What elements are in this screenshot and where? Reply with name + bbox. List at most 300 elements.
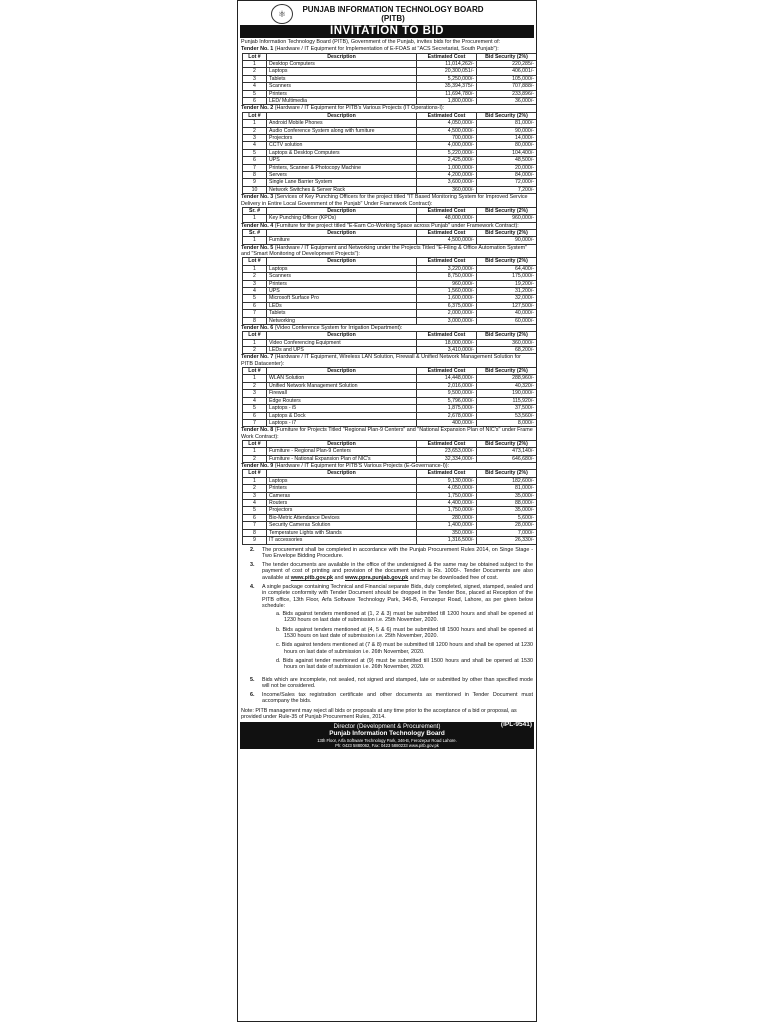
cell-bid: 8,000/- (477, 419, 537, 426)
cell-lot: 1 (243, 120, 267, 127)
cell-bid: 48,500/- (477, 157, 537, 164)
footer (240, 722, 534, 749)
tender-table (242, 229, 537, 245)
cell-cost: 32,334,000/- (417, 455, 477, 462)
page-title: INVITATION TO BID (240, 25, 534, 38)
cell-description: Audio Conference System along with furniture (267, 127, 417, 134)
cell-lot: 2 (243, 347, 267, 354)
cell-bid: 88,000/- (477, 500, 537, 507)
cell-lot: 4 (243, 287, 267, 294)
submission-schedule (276, 611, 533, 670)
cell-description: Security Cameras Solution (267, 522, 417, 529)
ppra-website-link[interactable]: www.ppra.punjab.gov.pk (345, 574, 409, 581)
tender-heading (241, 223, 533, 229)
tender-table (242, 367, 537, 427)
cell-lot: 5 (243, 405, 267, 412)
col-cost-header: Estimated Cost (417, 112, 477, 119)
footer-address: 13th Floor, Arfa Software Technology Park, 346-B, Ferozepur Road Lahore. (317, 737, 457, 743)
note-text: Note: PITB management may reject all bids or proposals at any time prior to the acceptance of a bid or proposal, as provided under Rule-35 of Punjab Procurement Rules, 2014. (241, 707, 517, 721)
cell-lot: 1 (243, 265, 267, 272)
cell-cost: 23,653,000/- (417, 448, 477, 455)
cell-bid: 72,000/- (477, 179, 537, 186)
col-lot-header: Sr. # (243, 207, 267, 214)
cell-cost: 1,560,000/- (417, 287, 477, 294)
col-cost-header: Estimated Cost (417, 258, 477, 265)
cell-lot: 6 (243, 302, 267, 309)
tender-table (242, 257, 537, 325)
col-lot-header: Lot # (243, 258, 267, 265)
table-row (243, 149, 537, 156)
table-row (243, 237, 537, 244)
cell-bid: 81,000/- (477, 120, 537, 127)
cell-cost: 11,694,780/- (417, 90, 477, 97)
table-row (243, 375, 537, 382)
table-row (243, 302, 537, 309)
cell-bid: 28,000/- (477, 522, 537, 529)
cell-bid: 60,000/- (477, 317, 537, 324)
cell-bid: 360,000/- (477, 339, 537, 346)
cell-cost: 1,875,000/- (417, 405, 477, 412)
col-cost-header: Estimated Cost (417, 53, 477, 60)
cell-description: Scanners (267, 273, 417, 280)
table-header (243, 229, 537, 236)
cell-cost: 18,000,000/- (417, 339, 477, 346)
cell-cost: 400,000/- (417, 419, 477, 426)
cell-description: Cameras (267, 492, 417, 499)
table-row (243, 120, 537, 127)
tender-table (242, 440, 537, 463)
tender-description: (Video Conference System for Irrigation Department): (273, 324, 403, 331)
cell-bid: 90,000/- (477, 127, 537, 134)
ipl-code: (IPL-9541) (500, 721, 532, 729)
col-description-header: Description (267, 112, 417, 119)
cell-bid: 20,000/- (477, 164, 537, 171)
cell-bid: 175,000/- (477, 273, 537, 280)
cell-description: Printers, Scanner & Photocopy Machine (267, 164, 417, 171)
cell-bid: 7,000/- (477, 529, 537, 536)
table-row (243, 448, 537, 455)
cell-lot: 2 (243, 485, 267, 492)
cell-description: Desktop Computers (267, 61, 417, 68)
cell-description: LEDs (267, 302, 417, 309)
cell-lot: 1 (243, 61, 267, 68)
schedule-c: c. Bids against tenders mentioned at (7 & 8) must be submitted till 1200 hours and shall be opened at 1230 hours on last date of submission i.e. 26th November, 2020. (276, 642, 533, 655)
cell-cost: 5,250,000/- (417, 75, 477, 82)
cell-cost: 1,000,000/- (417, 164, 477, 171)
cell-lot: 1 (243, 477, 267, 484)
cell-cost: 1,750,000/- (417, 507, 477, 514)
table-row (243, 179, 537, 186)
cell-cost: 280,000/- (417, 514, 477, 521)
footer-contact: Ph: 0423 5880062, Fax: 0423 5880233 www.pitb.gov.pk (335, 742, 439, 748)
col-description-header: Description (267, 470, 417, 477)
tender-heading (241, 427, 533, 440)
table-row (243, 90, 537, 97)
tender-heading (241, 194, 533, 207)
col-lot-header: Lot # (243, 470, 267, 477)
tender-section (238, 245, 536, 325)
col-cost-header: Estimated Cost (417, 229, 477, 236)
table-row (243, 419, 537, 426)
col-description-header: Description (267, 332, 417, 339)
cell-cost: 960,000/- (417, 280, 477, 287)
cell-description: Firewall (267, 390, 417, 397)
cell-description: Projectors (267, 507, 417, 514)
table-row (243, 142, 537, 149)
cell-bid: 32,000/- (477, 295, 537, 302)
table-row (243, 83, 537, 90)
col-bid-header: Bid Security (2%) (477, 207, 537, 214)
cell-description: Unified Network Management Solution (267, 382, 417, 389)
table-row (243, 134, 537, 141)
cell-description: Key Punching Officer (KPOs) (267, 215, 417, 222)
tender-number: Tender No. 1 (241, 46, 274, 53)
cell-lot: 3 (243, 280, 267, 287)
emblem-icon: ⚛ (271, 4, 293, 24)
tender-number: Tender No. 4 (241, 222, 274, 229)
table-row (243, 295, 537, 302)
tender-heading (241, 245, 533, 258)
tender-number: Tender No. 6 (241, 324, 274, 331)
table-row (243, 529, 537, 536)
cell-lot: 2 (243, 127, 267, 134)
table-header (243, 258, 537, 265)
cell-description: Tablets (267, 75, 417, 82)
cell-cost: 6,375,000/- (417, 302, 477, 309)
cell-lot: 8 (243, 317, 267, 324)
cell-lot: 1 (243, 237, 267, 244)
table-row (243, 75, 537, 82)
cell-cost: 3,220,000/- (417, 265, 477, 272)
table-row (243, 171, 537, 178)
cell-cost: 20,300,051/- (417, 68, 477, 75)
tender-description: (Furniture for Projects Titled "Regional Plan-9 Centers" and "National Expansion Plan of NIC's" under Frame Work Contract): (241, 427, 533, 440)
schedule-b: b. Bids against tenders mentioned at (4, 5 & 6) must be submitted till 1500 hours and shall be opened at 1530 hours on last date of submission i.e. 25th November, 2020. (276, 626, 533, 640)
table-row (243, 382, 537, 389)
cell-cost: 4,050,000/- (417, 485, 477, 492)
table-row (243, 477, 537, 484)
cell-bid: 105,000/- (477, 75, 537, 82)
table-row (243, 390, 537, 397)
col-description-header: Description (267, 53, 417, 60)
advertisement-page (237, 0, 537, 1022)
col-description-header: Description (267, 440, 417, 447)
tender-table (242, 331, 537, 354)
cell-bid: 646,680/- (477, 455, 537, 462)
cell-cost: 11,014,262/- (417, 61, 477, 68)
cell-bid: 288,960/- (477, 375, 537, 382)
cell-cost: 5,220,000/- (417, 149, 477, 156)
cell-bid: 31,200/- (477, 287, 537, 294)
cell-lot: 6 (243, 98, 267, 105)
table-row (243, 405, 537, 412)
col-cost-header: Estimated Cost (417, 368, 477, 375)
org-name-line2: (PITB) (381, 14, 405, 23)
table-row (243, 412, 537, 419)
cell-bid: 233,896/- (477, 90, 537, 97)
col-cost-header: Estimated Cost (417, 470, 477, 477)
intro-text: Punjab Information Technology Board (PITB), Government of the Punjab, invites bids for the Procurement of: (241, 39, 501, 45)
cell-bid: 220,285/- (477, 61, 537, 68)
cell-description: Android Mobile Phones (267, 120, 417, 127)
tender-section (238, 194, 536, 222)
cell-lot: 3 (243, 492, 267, 499)
cell-bid: 707,888/- (477, 83, 537, 90)
table-row (243, 273, 537, 280)
cell-cost: 9,500,000/- (417, 390, 477, 397)
cell-description: LED/ Multimedia (267, 98, 417, 105)
cell-cost: 1,750,000/- (417, 492, 477, 499)
cell-bid: 64,400/- (477, 265, 537, 272)
col-lot-header: Lot # (243, 112, 267, 119)
cell-cost: 1,400,000/- (417, 522, 477, 529)
col-bid-header: Bid Security (2%) (477, 229, 537, 236)
cell-description: Video Conferencing Equipment (267, 339, 417, 346)
cell-description: Furniture - National Expansion Plan of NIC's (267, 455, 417, 462)
table-row (243, 485, 537, 492)
table-row (243, 339, 537, 346)
cell-cost: 1,600,000/- (417, 295, 477, 302)
cell-cost: 1,800,000/- (417, 98, 477, 105)
schedule-d: d. Bids against tender mentioned at (9) must be submitted till 1500 hours and shall be opened at 1530 hours on last date of submission i.e. 26th November, 2020. (276, 657, 533, 671)
table-row (243, 61, 537, 68)
cell-lot: 6 (243, 412, 267, 419)
col-cost-header: Estimated Cost (417, 332, 477, 339)
col-description-header: Description (267, 229, 417, 236)
cell-lot: 6 (243, 514, 267, 521)
cell-description: Laptops & Desktop Computers (267, 149, 417, 156)
table-row (243, 507, 537, 514)
cell-lot: 4 (243, 142, 267, 149)
table-row (243, 317, 537, 324)
tender-section (238, 105, 536, 194)
table-header (243, 368, 537, 375)
tender-description: (Hardware / IT Equipment for Implementation of E-FOAS at "ACS Secretariat, South Punjab"): (273, 46, 499, 53)
cell-lot: 2 (243, 68, 267, 75)
tenders-list (238, 46, 536, 544)
cell-lot: 1 (243, 339, 267, 346)
org-name (293, 5, 533, 23)
cell-bid: 406,001/- (477, 68, 537, 75)
cell-bid: 182,600/- (477, 477, 537, 484)
clauses (250, 547, 533, 705)
cell-description: Laptops & Dock (267, 412, 417, 419)
table-row (243, 500, 537, 507)
cell-lot: 5 (243, 90, 267, 97)
col-lot-header: Lot # (243, 368, 267, 375)
cell-cost: 35,394,375/- (417, 83, 477, 90)
header (238, 1, 536, 25)
footer-org: Punjab Information Technology Board (329, 730, 445, 738)
cell-lot: 5 (243, 149, 267, 156)
cell-bid: 127,500/- (477, 302, 537, 309)
tender-description: (Hardware / IT Equipment, Wireless LAN Solution, Firewall & Unified Network Management Solution for PITB Datacenter): (241, 354, 521, 367)
clause-5: 5. Bids which are incomplete, not sealed, not signed and stamped, late or submitted by other than specified mode will not be considered. (250, 676, 533, 689)
tender-section (238, 46, 536, 105)
cell-bid: 35,000/- (477, 492, 537, 499)
cell-lot: 9 (243, 537, 267, 544)
cell-description: UPS (267, 287, 417, 294)
cell-cost: 700,000/- (417, 134, 477, 141)
cell-description: Single Lane Barrier System (267, 179, 417, 186)
cell-description: Laptops - i5 (267, 405, 417, 412)
cell-cost: 14,448,000/- (417, 375, 477, 382)
cell-cost: 360,000/- (417, 186, 477, 193)
cell-lot: 4 (243, 500, 267, 507)
pitb-website-link[interactable]: www.pitb.gov.pk (290, 574, 334, 581)
table-row (243, 186, 537, 193)
cell-bid: 35,000/- (477, 507, 537, 514)
col-lot-header: Lot # (243, 332, 267, 339)
cell-lot: 5 (243, 295, 267, 302)
clause-2: 2. The procurement shall be completed in accordance with the Punjab Procurement Rules 2014, on Singe Stage - Two Envelope Bidding Procedure. (250, 546, 533, 559)
cell-description: Networking (267, 317, 417, 324)
table-row (243, 265, 537, 272)
table-row (243, 522, 537, 529)
cell-description: Printers (267, 485, 417, 492)
cell-description: Printers (267, 90, 417, 97)
cell-bid: 960,000/- (477, 215, 537, 222)
cell-description: IT accessories (267, 537, 417, 544)
cell-description: Scanners (267, 83, 417, 90)
cell-bid: 14,000/- (477, 134, 537, 141)
cell-bid: 7,200/- (477, 186, 537, 193)
cell-description: Network Switches & Server Rack (267, 186, 417, 193)
table-header (243, 53, 537, 60)
tender-table (242, 53, 537, 106)
col-cost-header: Estimated Cost (417, 440, 477, 447)
table-row (243, 68, 537, 75)
clause-4: 4. A single package containing Technical and Financial separate Bids, duly completed, signed, stamped, sealed and in complete conformity with Tender Document should be dropped in the Tender Box, placed at Reception of the PITB office, 13th Floor, Arfa Software Technology Park, 346-B, Ferozepur Road, Lahore, as per given below schedule: a. Bids against tenders mentioned at (1, 2 & 3) must be submitted till 1200 hours and shall be opened at 1230 hours on last date of submission i.e. 25th November, 2020. b. Bids against tenders mentioned at (4, 5 & 6) must be submitted till 1500 hours and shall be opened at 1530 hours on last date of submission i.e. 25th November, 2020. c. Bids against tenders mentioned at (7 & 8) must be submitted till 1200 hours and shall be opened at 1230 hours on last date of submission i.e. 26th November, 2020. d. Bids against tender mentioned at (9) must be submitted till 1500 hours and shall be opened at 1530 hours on last date of submission i.e. 26th November, 2020. (250, 583, 533, 671)
tender-number: Tender No. 5 (241, 244, 274, 251)
cell-bid: 26,330/- (477, 537, 537, 544)
tender-number: Tender No. 3 (241, 194, 274, 201)
cell-lot: 7 (243, 310, 267, 317)
col-bid-header: Bid Security (2%) (477, 112, 537, 119)
cell-cost: 5,796,000/- (417, 397, 477, 404)
cell-description: Projectors (267, 134, 417, 141)
cell-lot: 1 (243, 448, 267, 455)
col-lot-header: Lot # (243, 440, 267, 447)
cell-bid: 37,500/- (477, 405, 537, 412)
table-row (243, 280, 537, 287)
cell-cost: 1,316,500/- (417, 537, 477, 544)
clause-6: 6. Income/Sales tax registration certificate and other documents as mentioned in Tender Document must accompany the bids. (250, 692, 533, 705)
tender-table (242, 207, 537, 223)
cell-lot: 7 (243, 522, 267, 529)
cell-cost: 48,000,000/- (417, 215, 477, 222)
cell-bid: 53,560/- (477, 412, 537, 419)
col-bid-header: Bid Security (2%) (477, 470, 537, 477)
cell-lot: 2 (243, 273, 267, 280)
table-row (243, 127, 537, 134)
cell-lot: 3 (243, 134, 267, 141)
cell-bid: 19,200/- (477, 280, 537, 287)
tender-section (238, 223, 536, 245)
org-name-line1: PUNJAB INFORMATION TECHNOLOGY BOARD (302, 5, 484, 14)
cell-description: LEDs and UPS (267, 347, 417, 354)
cell-description: Servers (267, 171, 417, 178)
table-header (243, 207, 537, 214)
table-header (243, 470, 537, 477)
tender-heading (241, 46, 533, 52)
cell-lot: 8 (243, 171, 267, 178)
cell-bid: 36,000/- (477, 98, 537, 105)
tender-table (242, 469, 537, 544)
tender-section (238, 325, 536, 355)
table-row (243, 492, 537, 499)
table-row (243, 537, 537, 544)
table-row (243, 98, 537, 105)
cell-cost: 8,750,000/- (417, 273, 477, 280)
cell-description: Laptops (267, 477, 417, 484)
cell-bid: 115,920/- (477, 397, 537, 404)
table-row (243, 310, 537, 317)
tender-number: Tender No. 8 (241, 427, 274, 434)
cell-description: Laptops (267, 68, 417, 75)
cell-description: WLAN Solution (267, 375, 417, 382)
col-description-header: Description (267, 207, 417, 214)
table-row (243, 455, 537, 462)
cell-lot: 7 (243, 164, 267, 171)
col-description-header: Description (267, 258, 417, 265)
cell-lot: 1 (243, 215, 267, 222)
col-bid-header: Bid Security (2%) (477, 258, 537, 265)
table-row (243, 215, 537, 222)
tender-heading (241, 354, 533, 367)
cell-cost: 4,200,000/- (417, 171, 477, 178)
cell-lot: 6 (243, 157, 267, 164)
cell-lot: 2 (243, 382, 267, 389)
cell-bid: 81,000/- (477, 485, 537, 492)
cell-cost: 4,000,000/- (417, 142, 477, 149)
cell-bid: 40,320/- (477, 382, 537, 389)
cell-lot: 2 (243, 455, 267, 462)
col-lot-header: Sr. # (243, 229, 267, 236)
cell-lot: 3 (243, 390, 267, 397)
cell-description: Laptops - i7 (267, 419, 417, 426)
cell-description: Furniture (267, 237, 417, 244)
table-row (243, 347, 537, 354)
tender-table (242, 112, 537, 194)
cell-lot: 8 (243, 529, 267, 536)
tender-description: (Services of Key Punching Officers for the project titled "IT Based Monitoring System for Improved Service Delivery in Entire Local Government of the Punjab" Under Framework Contract): (241, 194, 528, 207)
table-header (243, 440, 537, 447)
cell-cost: 3,000,000/- (417, 317, 477, 324)
cell-bid: 84,000/- (477, 171, 537, 178)
tender-section (238, 463, 536, 544)
cell-description: Bio-Metric Attendance Devices (267, 514, 417, 521)
tender-number: Tender No. 7 (241, 354, 274, 361)
table-row (243, 164, 537, 171)
col-bid-header: Bid Security (2%) (477, 440, 537, 447)
cell-cost: 4,050,000/- (417, 120, 477, 127)
col-bid-header: Bid Security (2%) (477, 368, 537, 375)
tender-description: (Hardware / IT Equipment and Networking under the Projects Titled "E-Filing & Office Automation System" and "Smart Monitoring of Development Projects"): (241, 244, 528, 258)
cell-lot: 5 (243, 507, 267, 514)
cell-bid: 40,000/- (477, 310, 537, 317)
cell-description: Routers (267, 500, 417, 507)
tender-number: Tender No. 9 (241, 463, 274, 470)
cell-bid: 90,000/- (477, 237, 537, 244)
cell-bid: 80,000/- (477, 142, 537, 149)
cell-description: Microsoft Surface Pro (267, 295, 417, 302)
col-lot-header: Lot # (243, 53, 267, 60)
table-row (243, 514, 537, 521)
cell-bid: 473,140/- (477, 448, 537, 455)
cell-lot: 4 (243, 397, 267, 404)
cell-bid: 5,600/- (477, 514, 537, 521)
